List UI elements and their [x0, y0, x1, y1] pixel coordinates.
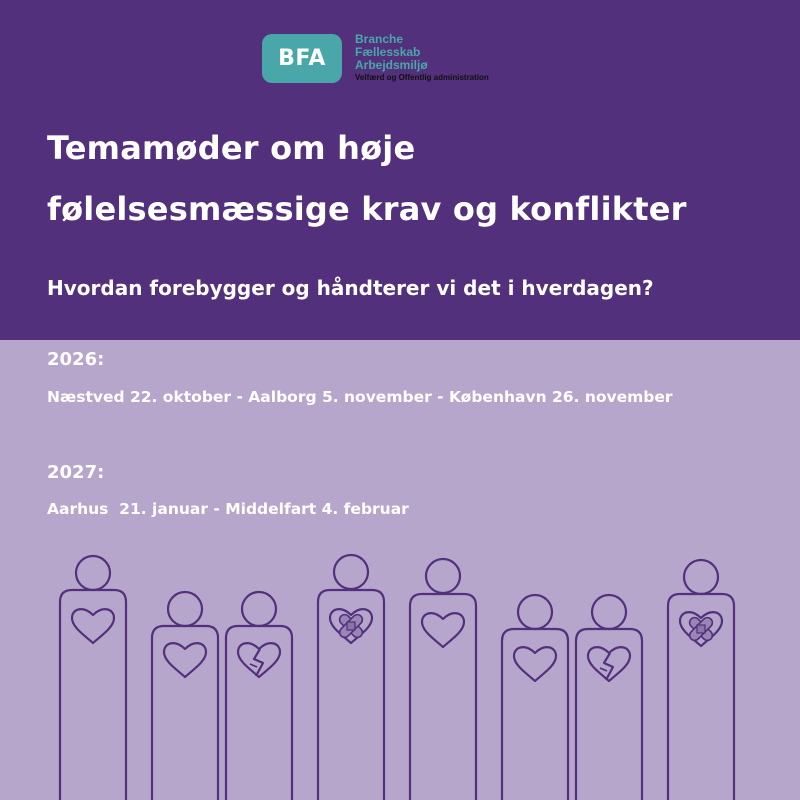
logo-line-1: Branche	[355, 32, 404, 46]
logo-line-2: Fællesskab	[355, 45, 421, 59]
person-body	[502, 629, 568, 800]
person-figure	[410, 559, 476, 800]
person-figure	[226, 592, 292, 800]
person-body	[60, 590, 126, 800]
person-figure	[502, 595, 568, 800]
person-head	[684, 560, 718, 594]
heart-crack-branch	[250, 664, 257, 667]
person-figure	[60, 556, 126, 800]
heart-icon	[514, 647, 556, 681]
person-body	[410, 594, 476, 800]
person-figure	[668, 560, 734, 800]
logo-text	[355, 33, 489, 83]
logo-line-3: Arbejdsmiljø	[355, 58, 428, 72]
heart-crack-line	[254, 649, 263, 676]
bandage-icon	[688, 616, 715, 643]
bfa-logo	[262, 34, 489, 83]
heart-crack-branch	[600, 668, 607, 671]
person-head	[518, 595, 552, 629]
heart-crack-line	[604, 653, 613, 680]
title-line-1: Temamøder om høje	[47, 129, 416, 167]
person-head	[168, 592, 202, 626]
person-head	[242, 592, 276, 626]
person-head	[426, 559, 460, 593]
person-head	[334, 555, 368, 589]
subtitle: Hvordan forebygger og håndterer vi det i hverdagen?	[47, 276, 654, 300]
person-body	[152, 626, 218, 800]
bandage-icon	[338, 613, 365, 640]
dates-2026: Næstved 22. oktober - Aalborg 5. november - København 26. november	[47, 388, 673, 406]
figures-illustration	[0, 540, 800, 800]
year-2026: 2026:	[47, 349, 105, 370]
person-head	[76, 556, 110, 590]
heart-icon	[72, 609, 114, 643]
dates-2027: Aarhus 21. januar - Middelfart 4. februar	[47, 500, 409, 518]
page-title	[47, 118, 687, 240]
person-figure	[152, 592, 218, 800]
logo-mark: BFA	[262, 34, 342, 83]
person-figure	[576, 595, 642, 800]
person-figure	[318, 555, 384, 800]
logo-tagline: Velfærd og Offentlig administration	[355, 73, 489, 82]
heart-icon	[164, 643, 206, 677]
heart-icon	[422, 613, 464, 647]
person-head	[592, 595, 626, 629]
year-2027: 2027:	[47, 462, 105, 483]
title-line-2: følelsesmæssige krav og konflikter	[47, 190, 687, 228]
